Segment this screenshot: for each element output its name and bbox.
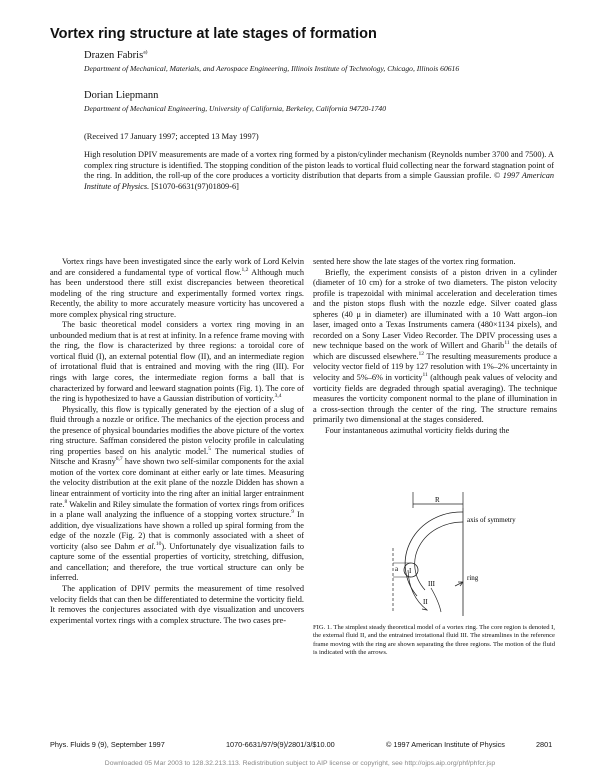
label-I: I (409, 567, 412, 575)
label-R: R (435, 496, 440, 504)
received-dates: (Received 17 January 1997; accepted 13 May 1997) (84, 132, 259, 141)
paper-title: Vortex ring structure at late stages of formation (50, 26, 377, 42)
figure-1-caption: FIG. 1. The simplest steady theoretical model of a vortex ring. The core region is denoted I, the external fluid II, and the entrained irrotational fluid III. The streamlines in the reference frame moving with the ring are shown separating the three regions. The motion of the fluid is indicated with the arrows. (313, 624, 555, 657)
flow-arrow-head (422, 609, 427, 610)
paragraph: Briefly, the experiment consists of a piston driven in a cylinder (diameter of 10 cm) for a stroke of two diameters. The piston velocity profile is trapezoidal with minimal acceleration and deceleration times and the piston stops flush with the nozzle edge. Silver coated glass spheres (40 μ in diameter) are illuminated with a 10 Watt argon–ion laser, imaged onto a Texas Instruments camera (480×1134 pixels), and recorded on a Sony Laser Video Recorder. The DPIV processing uses a new technique based on the work of Willert and Gharib$^{11}$ the details of which are discussed elsewhere.$^{12}$ The resulting measurements produce a velocity vector field of 119 by 127 resolution with 1%–2% uncertainty in velocity and 5%–6% in vorticity$^{11}$ (although peak values of velocity and vorticity fields are degraded through spatial averaging). The technique measures the vorticity component normal to the plane of illumination in a cross-section through the center of the ring. The structure remains primarily two dimensional at the stages considered. (313, 267, 558, 425)
affiliation-1: Department of Mechanical, Materials, and Aerospace Engineering, Illinois Institute of Technology, Chicago, Illinois 60616 (84, 64, 460, 73)
label-II: II (423, 598, 428, 606)
author-2: Dorian Liepmann (84, 90, 159, 101)
streamline-inner (415, 522, 463, 590)
paragraph: Physically, this flow is typically generated by the ejection of a slug of fluid through a nozzle or orifice. The mechanics of the ejection process and the presence of physical boundaries modifies the above picture of the vortex ring structure. Saffman considered the piston velocity profile in calculating ring properties based on his analytic model.$^5$ The numerical studies of Nitsche and Krasny$^{6,7}$ have shown two self-similar components for the axial motion of the vortex core dominant at either early or late times. Measuring the velocity distribution at the exit plane of the nozzle Didden has shown a linear entrainment of vorticity into the ring after an initial larger entrainment rate.$^8$ Wakelin and Riley simulate the formation of vortex rings from orifices in a plane wall analyzing the influence of a stopping vortex structure.$^9$ In addition, dye visualizations have shown a rolled up spiral forming from the edge of the nozzle (Fig. 2) that is commonly associated with a sheet of vorticity (also see Dahm et al.$^{10}$). Unfortunately dye visualization fails to capture some of the essential properties of vorticity, stretching, diffusion, and cancellation; and therefore, the true vortical structure can only be inferred. (50, 404, 305, 583)
author-1: Drazen Fabris$^{a)}$ (84, 49, 148, 61)
affiliation-2: Department of Mechanical Engineering, University of California, Berkeley, California 94720-1740 (84, 104, 387, 113)
footer-page-number: 2801 (536, 740, 553, 749)
footer-copyright: © 1997 American Institute of Physics (386, 740, 505, 749)
download-notice: Downloaded 05 Mar 2003 to 128.32.213.113. Redistribution subject to AIP license or copyright, see http://ojps.aip.org/phf/phfcr.jsp (104, 760, 496, 767)
left-column (50, 257, 304, 626)
paragraph: sented here show the late stages of the vortex ring formation. (313, 257, 516, 266)
paragraph: The application of DPIV permits the measurement of time resolved velocity fields that can then be differentiated to determine the vorticity field. It removes the conjectures associated with dye visualization and uncovers experimental vortex rings with a complex structure. The two cases pre- (50, 583, 304, 625)
label-ring: ring (467, 574, 479, 582)
paragraph: The basic theoretical model considers a vortex ring moving in an unbounded medium that is at rest at infinity. In a refence frame moving with the ring, the flow is characterized by three regions: a toroidal core of vortical fluid (I), an external potential flow (II), and an intermediate region of irrotational fluid that is entrained and moving with the ring (III). For rings with large cores, the intermediate region forms a ball that is characterized by forward and leeward stagnation points (Fig. 1). The core of the ring is hypothesized to have a Gaussian distribution of vorticity.$^{3,4}$ (50, 320, 304, 404)
abstract-copyright: © 1997 American Institute of Physics. (84, 171, 554, 191)
right-column (313, 257, 557, 436)
label-III: III (428, 580, 435, 588)
abstract: High resolution DPIV measurements are made of a vortex ring formed by a piston/cylinder mechanism (Reynolds number 3700 and 7500). A complex ring structure is identified. The stopping condition of the piston leads to vortical fluid collecting near the forward stagnation point of the ring. In addition, the roll-up of the core produces a vorticity distribution that departs from a simple Gaussian profile. © 1997 American Institute of Physics. [S1070-6631(97)01809-6] (84, 150, 554, 191)
streamline-right (431, 588, 441, 612)
figure-1-diagram (313, 478, 557, 618)
paragraph: Vortex rings have been investigated since the early work of Lord Kelvin and are considered a fundamental type of vortical flow.$^{1,2}$ Although much has been understood there still exist discrepancies between theoretical modeling of the ring structure and experimentally formed vortex rings. Recently, the ability to more accurately measure vorticity has uncovered a more complex physical ring structure. (50, 257, 305, 319)
footer-journal: Phys. Fluids 9 (9), September 1997 (50, 740, 165, 749)
footer-code: 1070-6631/97/9(9)/2801/3/$10.00 (226, 740, 335, 749)
paragraph: Four instantaneous azimuthal vorticity fields during the (325, 425, 510, 435)
label-axis-of-symmetry: axis of symmetry (467, 516, 516, 524)
label-a: a (395, 565, 399, 573)
